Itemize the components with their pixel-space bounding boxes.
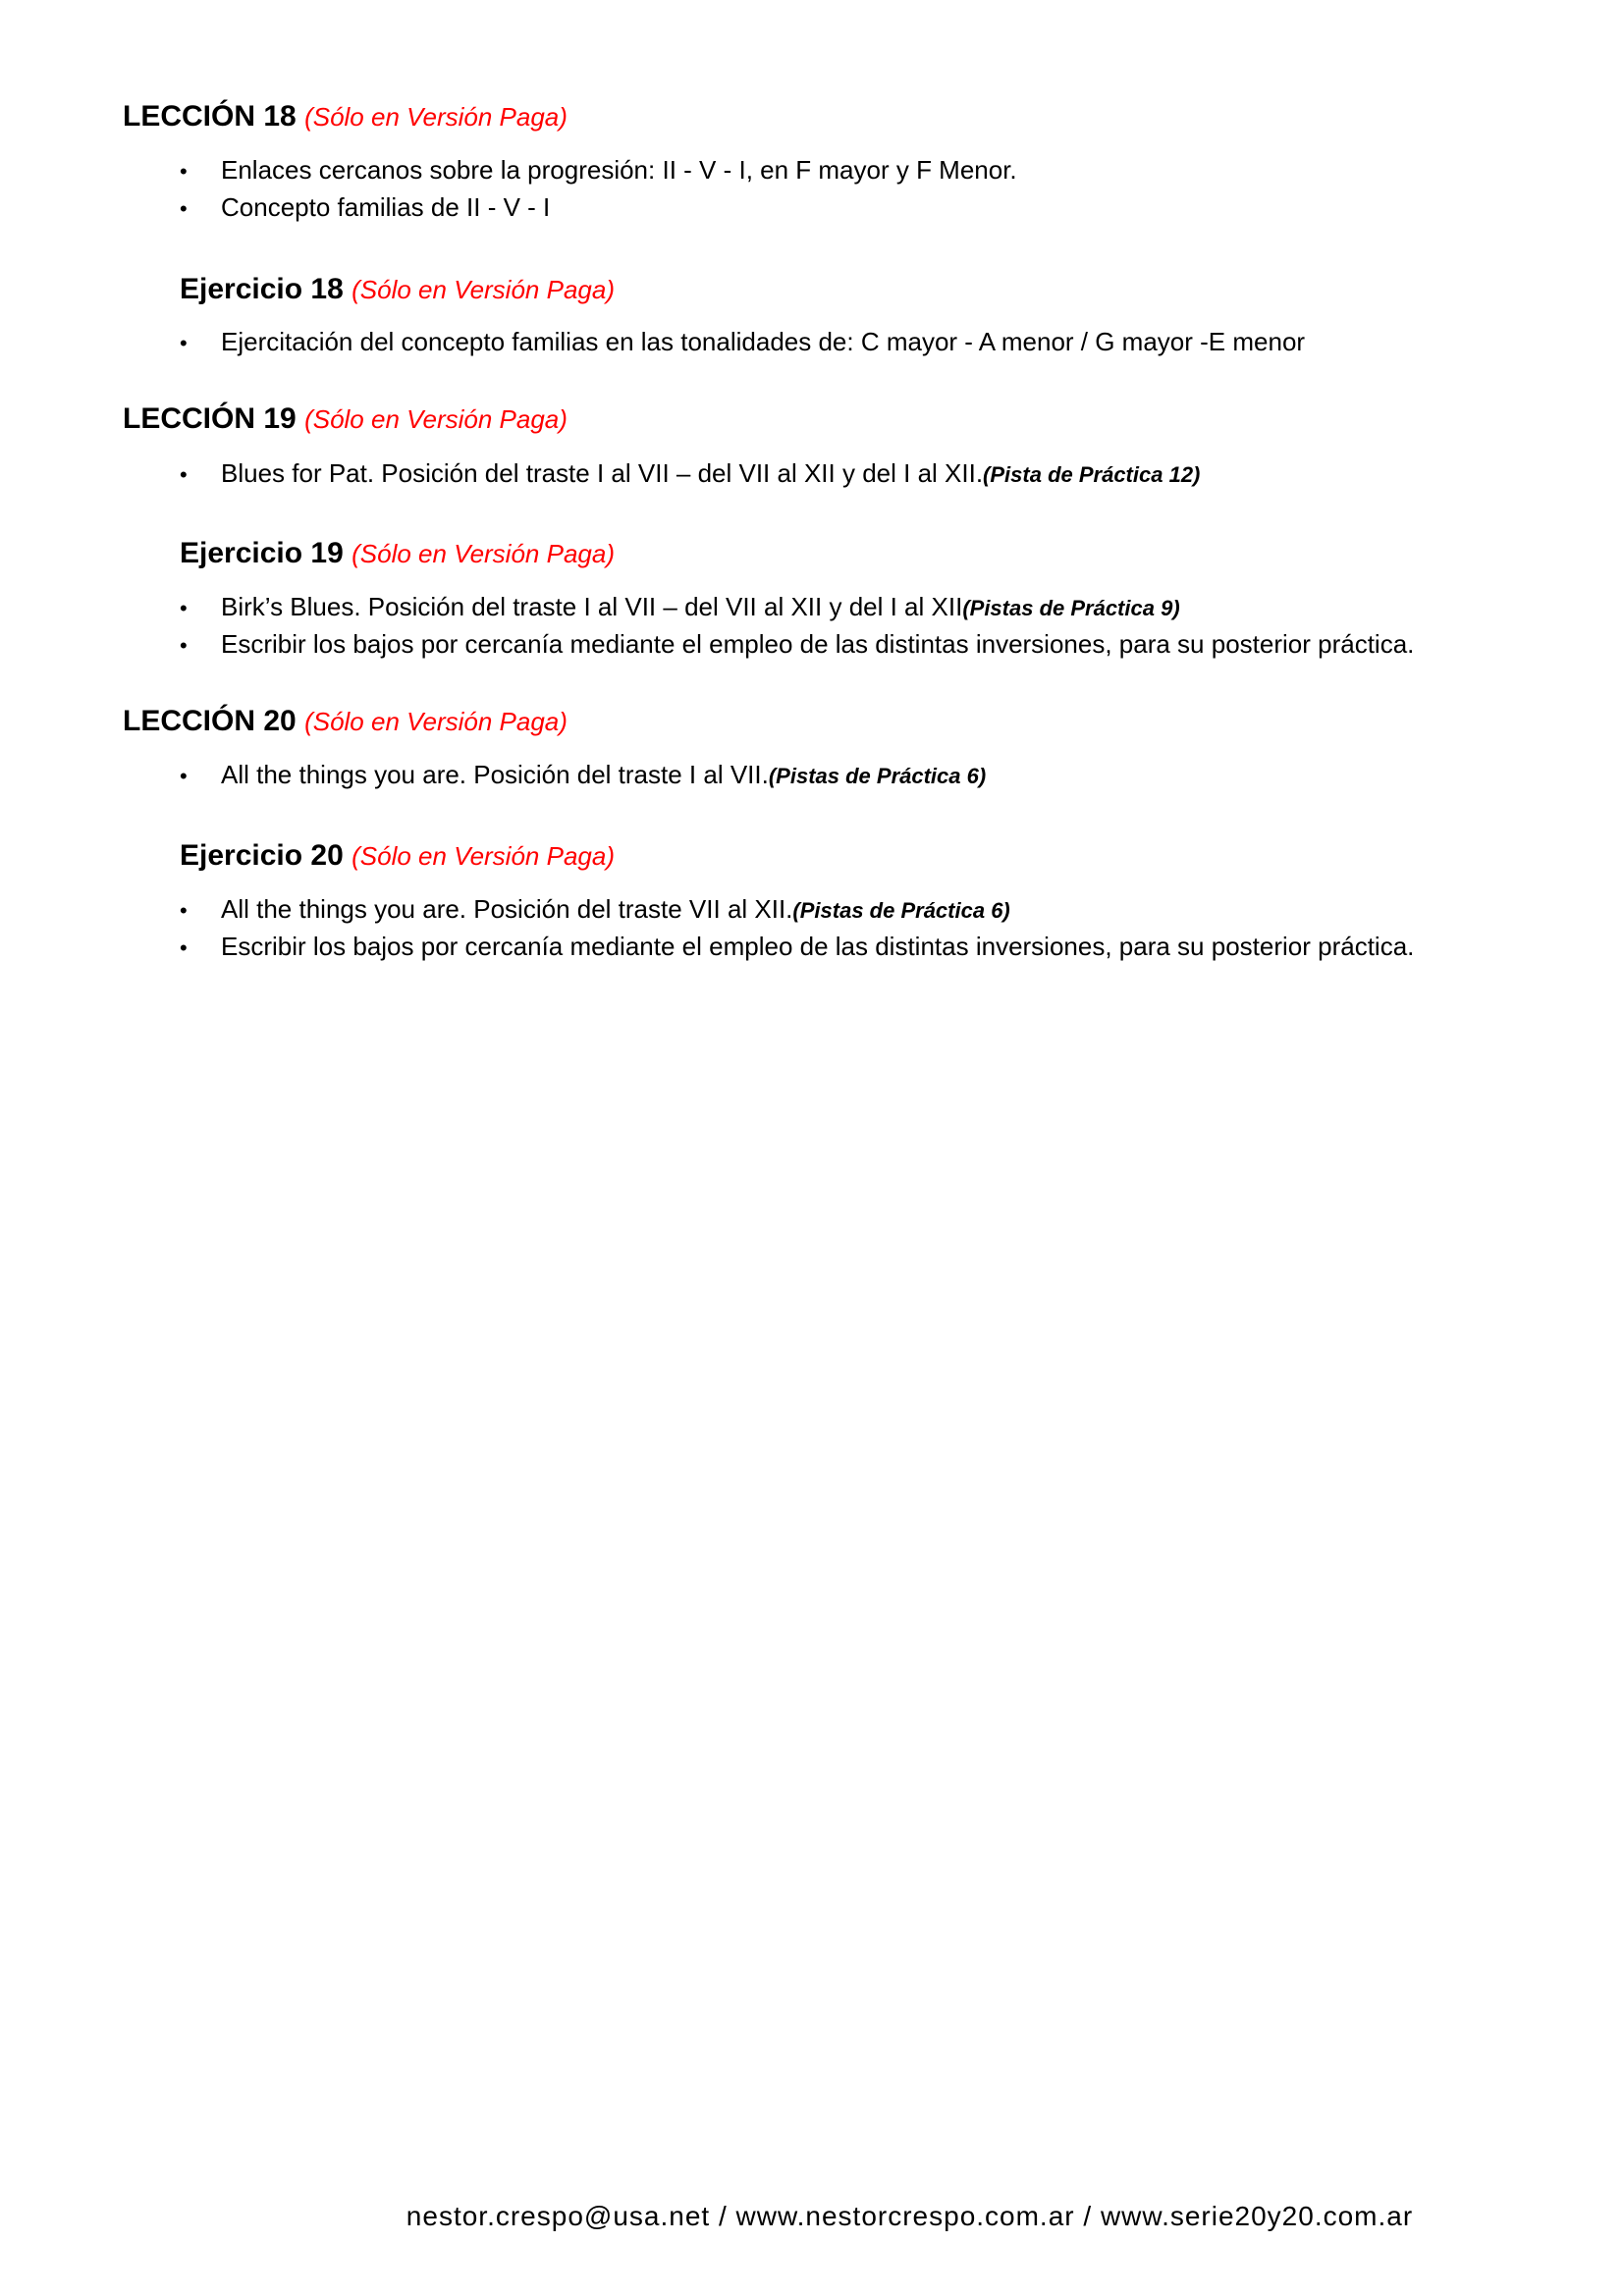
exercise-18-title <box>180 273 615 306</box>
bullet-icon: • <box>180 898 188 923</box>
practice-track-note: (Pistas de Práctica 6) <box>768 764 987 788</box>
list-item-text: Escribir los bajos por cercanía mediante el empleo de las distintas inversiones, para su posterior práctica. <box>221 629 1415 659</box>
lesson-label: LECCIÓN 18 <box>123 100 297 133</box>
bullet-icon: • <box>180 462 188 487</box>
bullet-icon: • <box>180 633 188 658</box>
exercise-label: Ejercicio 20 <box>180 839 344 872</box>
list-item <box>180 592 1574 622</box>
list-item <box>180 458 1574 489</box>
exercise-label: Ejercicio 19 <box>180 537 344 569</box>
bullet-icon: • <box>180 331 188 355</box>
list-item <box>180 192 1574 223</box>
list-item-text: Concepto familias de II - V - I <box>221 192 551 222</box>
list-item <box>180 760 1574 790</box>
paid-version-note: (Sólo en Versión Paga) <box>304 404 568 434</box>
lesson-label: LECCIÓN 19 <box>123 402 297 435</box>
list-item-text: All the things you are. Posición del traste VII al XII. <box>221 894 793 924</box>
bullet-icon: • <box>180 596 188 620</box>
paid-version-note: (Sólo en Versión Paga) <box>304 707 568 736</box>
list-item <box>180 155 1574 186</box>
list-item-text: Birk’s Blues. Posición del traste I al VII – del VII al XII y del I al XII <box>221 592 963 621</box>
list-item-text: Enlaces cercanos sobre la progresión: II - V - I, en F mayor y F Menor. <box>221 155 1017 185</box>
paid-version-note: (Sólo en Versión Paga) <box>352 539 615 568</box>
exercise-label: Ejercicio 18 <box>180 273 344 305</box>
list-item <box>180 894 1574 925</box>
exercise-20-title <box>180 839 615 873</box>
list-item <box>180 932 1574 962</box>
list-item-text: Ejercitación del concepto familias en las tonalidades de: C mayor - A menor / G mayor -E menor <box>221 327 1306 356</box>
bullet-icon: • <box>180 196 188 221</box>
exercise-19-title <box>180 537 615 570</box>
bullet-icon: • <box>180 159 188 184</box>
practice-track-note: (Pistas de Práctica 6) <box>792 898 1010 923</box>
lesson-20-title <box>123 705 568 738</box>
list-item-text: Escribir los bajos por cercanía mediante el empleo de las distintas inversiones, para su posterior práctica. <box>221 932 1415 961</box>
practice-track-note: (Pistas de Práctica 9) <box>962 596 1180 620</box>
paid-version-note: (Sólo en Versión Paga) <box>304 102 568 132</box>
bullet-icon: • <box>180 764 188 788</box>
lesson-19-title <box>123 402 568 436</box>
list-item <box>180 629 1574 660</box>
list-item <box>180 327 1574 357</box>
practice-track-note: (Pista de Práctica 12) <box>983 462 1201 487</box>
list-item-text: Blues for Pat. Posición del traste I al VII – del VII al XII y del I al XII. <box>221 458 984 488</box>
paid-version-note: (Sólo en Versión Paga) <box>352 841 615 871</box>
footer-contact: nestor.crespo@usa.net / www.nestorcrespo.com.ar / www.serie20y20.com.ar <box>406 2201 1414 2231</box>
lesson-label: LECCIÓN 20 <box>123 705 297 737</box>
paid-version-note: (Sólo en Versión Paga) <box>352 275 615 304</box>
list-item-text: All the things you are. Posición del traste I al VII. <box>221 760 769 789</box>
lesson-18-title <box>123 100 568 133</box>
bullet-icon: • <box>180 935 188 960</box>
